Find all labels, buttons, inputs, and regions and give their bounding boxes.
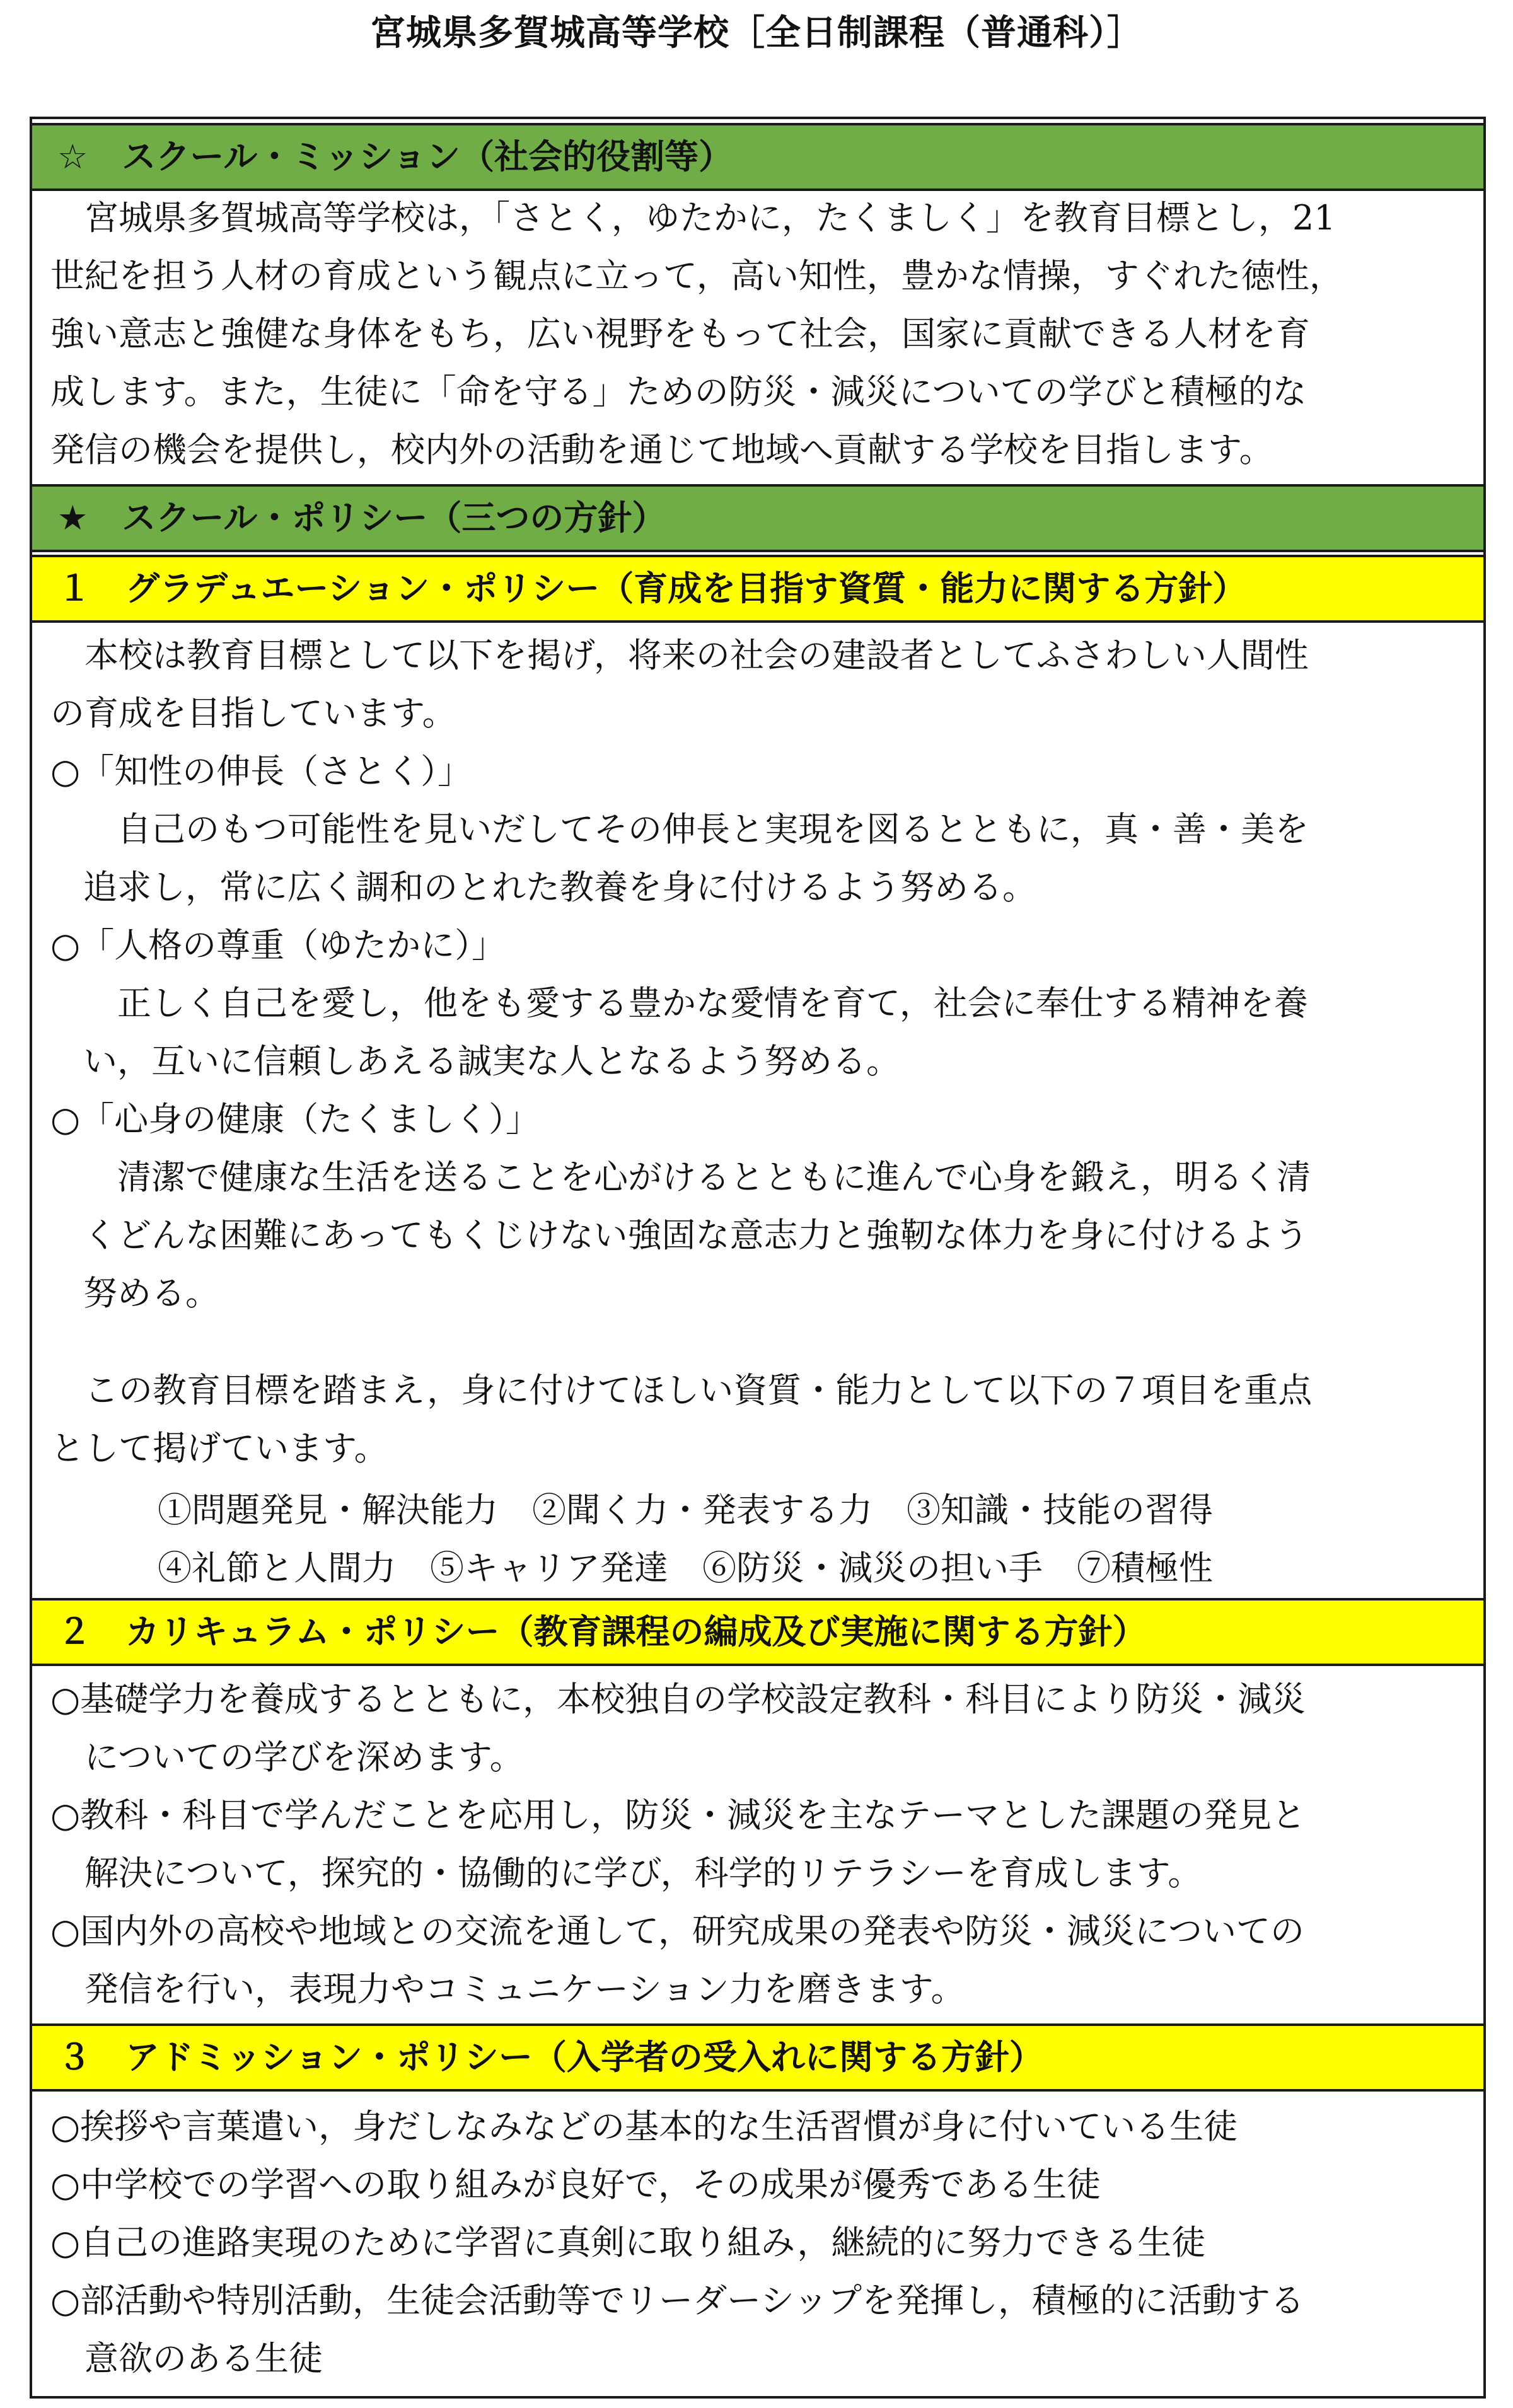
curriculum-line: ○国内外の高校や地域との交流を通して，研究成果の発表や防災・減災についての [50, 1911, 1304, 1951]
admission-heading: ３ アドミッション・ポリシー（入学者の受入れに関する方針） [30, 2023, 1486, 2092]
summary-line: として掲げています。 [50, 1428, 388, 1468]
admission-item: ○挨拶や言葉遣い，身だしなみなどの基本的な生活習慣が身に付いている生徒 [50, 2107, 1238, 2146]
mission-line: 発信の機会を提供し，校内外の活動を通じて地域へ貢献する学校を目指します。 [50, 430, 1273, 470]
curriculum-line: ○基礎学力を養成するとともに，本校独自の学校設定教科・科目により防災・減災 [50, 1679, 1306, 1719]
page-title: 宮城県多賀城高等学校［全日制課程（普通科）］ [370, 13, 1143, 54]
goal-line: くどんな困難にあってもくじけない強固な意志力と強靭な体力を身に付けるよう [83, 1215, 1309, 1255]
policy-heading: ★ スクール・ポリシー（三つの方針） [30, 484, 1486, 552]
graduation-intro [50, 627, 1309, 743]
graduation-intro-line: 本校は教育目標として以下を掲げ，将来の社会の建設者としてふさわしい人間性 [50, 635, 1309, 675]
curriculum-line: 解決について，探究的・協働的に学び，科学的リテラシーを育成します。 [84, 1853, 1202, 1893]
goal-line: い，互いに信頼しあえる誠実な人となるよう努める。 [83, 1041, 900, 1081]
curriculum-line: ○教科・科目で学んだことを応用し，防災・減災を主なテーマとした課題の発見と [50, 1795, 1306, 1835]
competency-list [158, 1481, 1213, 1597]
goal-2 [50, 917, 506, 975]
goal-line: 自己のもつ可能性を見いだしてその伸長と実現を図るとともに，真・善・美を [83, 809, 1309, 849]
mission-line: 成します。また，生徒に「命を守る」ための防災・減災についての学びと積極的な [50, 372, 1307, 412]
graduation-heading: １ グラデュエーション・ポリシー（育成を目指す資質・能力に関する方針） [30, 555, 1486, 623]
mission-line: 宮城県多賀城高等学校は，「さとく，ゆたかに，たくましく」を教育目標とし，21 [50, 198, 1336, 238]
curriculum-line: についての学びを深めます。 [84, 1737, 524, 1777]
admission-item: ○自己の進路実現のために学習に真剣に取り組み，継続的に努力できる生徒 [50, 2223, 1206, 2262]
mission-text [50, 189, 1343, 479]
goal-title: ○「知性の伸長（さとく）」 [50, 751, 472, 791]
graduation-intro-line: の育成を目指しています。 [50, 693, 456, 733]
mission-line: 強い意志と強健な身体をもち，広い視野をもって社会，国家に貢献できる人材を育 [50, 314, 1310, 354]
admission-item: 意欲のある生徒 [84, 2339, 323, 2378]
curriculum-item-2 [50, 1786, 1306, 1902]
competency-row: ①問題発見・解決能力 ②聞く力・発表する力 ③知識・技能の習得 [158, 1490, 1213, 1530]
goal-line: 正しく自己を愛し，他をも愛する豊かな愛情を育て，社会に奉仕する精神を養 [83, 983, 1308, 1023]
mission-heading: ☆ スクール・ミッション（社会的役割等） [30, 123, 1486, 191]
admission-item: ○中学校での学習への取り組みが良好で，その成果が優秀である生徒 [50, 2165, 1101, 2204]
goal-title: ○「人格の尊重（ゆたかに）」 [50, 925, 506, 965]
curriculum-item-1 [50, 1670, 1306, 1786]
admission-list [50, 2098, 1304, 2388]
graduation-summary [50, 1362, 1312, 1478]
goal-3-text [83, 1149, 1311, 1323]
curriculum-heading: ２ カリキュラム・ポリシー（教育課程の編成及び実施に関する方針） [30, 1598, 1486, 1666]
goal-1-text [83, 801, 1309, 917]
curriculum-line: 発信を行い，表現力やコミュニケーション力を磨きます。 [84, 1969, 965, 2009]
goal-3 [50, 1091, 540, 1149]
goal-line: 追求し，常に広く調和のとれた教養を身に付けるよう努める。 [83, 867, 1036, 907]
summary-line: この教育目標を踏まえ，身に付けてほしい資質・能力として以下の７項目を重点 [50, 1370, 1313, 1410]
competency-row: ④礼節と人間力 ⑤キャリア発達 ⑥防災・減災の担い手 ⑦積極性 [158, 1548, 1213, 1588]
mission-line: 世紀を担う人材の育成という観点に立って，高い知性，豊かな情操，すぐれた徳性， [50, 256, 1343, 296]
admission-item: ○部活動や特別活動，生徒会活動等でリーダーシップを発揮し，積極的に活動する [50, 2281, 1304, 2320]
goal-line: 努める。 [83, 1273, 219, 1313]
goal-1 [50, 743, 472, 801]
curriculum-item-3 [50, 1902, 1304, 2018]
goal-title: ○「心身の健康（たくましく）」 [50, 1099, 540, 1139]
goal-line: 清潔で健康な生活を送ることを心がけるとともに進んで心身を鍛え，明るく清 [83, 1157, 1311, 1197]
goal-2-text [83, 975, 1308, 1091]
